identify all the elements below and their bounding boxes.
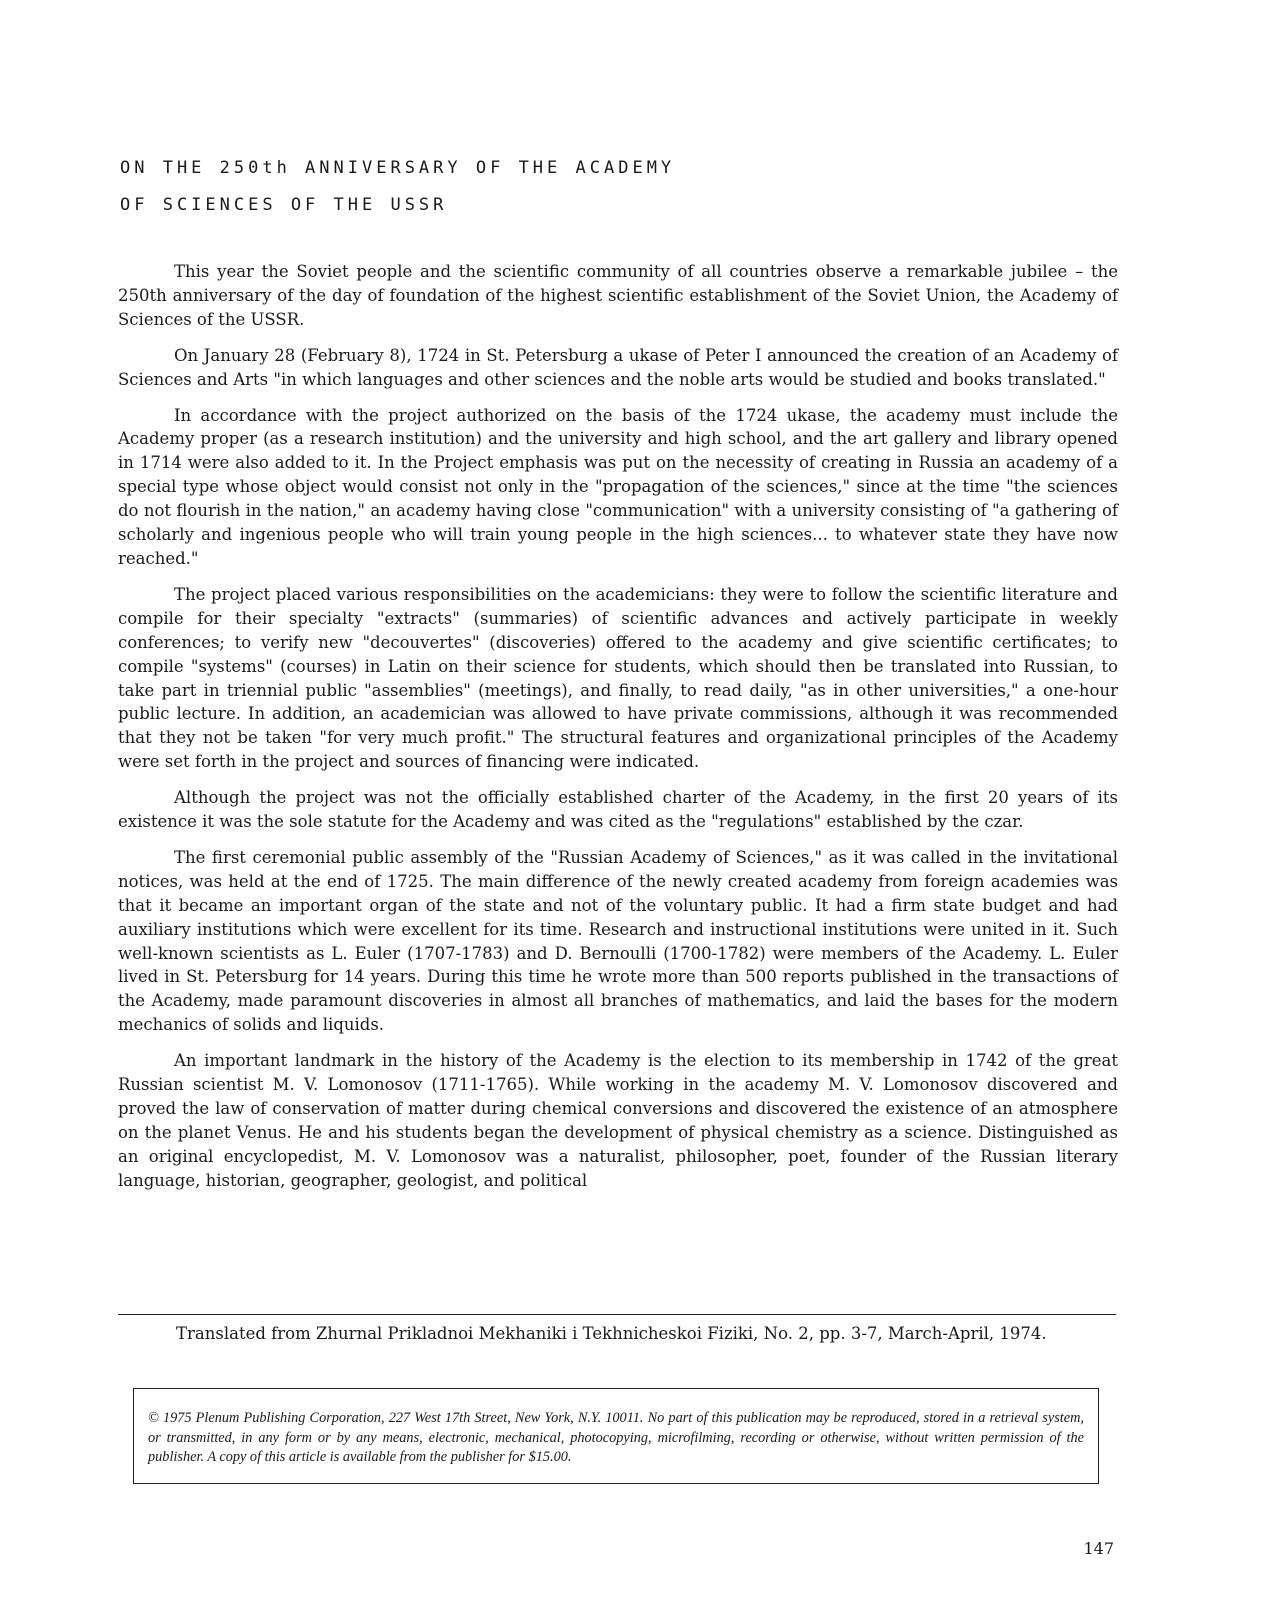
paragraph-2: On January 28 (February 8), 1724 in St. Petersburg a ukase of Peter I announced the creation of an Academy of Sciences and Arts "in which languages and other sciences and the noble arts would be studied and books translated."	[118, 345, 1118, 389]
article-title-line-1: ON THE 250th ANNIVERSARY OF THE ACADEMY	[120, 158, 676, 178]
footnote-divider	[118, 1314, 1116, 1315]
paragraph-7: An important landmark in the history of the Academy is the election to its membership in 1742 of the great Russian scientist M. V. Lomonosov (1711-1765). While working in the academy M. V. Lomonosov discovered and proved the law of conservation of matter during chemical conversions and discovered the existence of an atmosphere on the planet Venus. He and his students began the development of physical chemistry as a science. Distinguished as an original encyclopedist, M. V. Lomonosov was a naturalist, philosopher, poet, founder of the Russian literary language, historian, geographer, geologist, and political	[118, 1051, 1118, 1190]
article-title-line-2: OF SCIENCES OF THE USSR	[120, 195, 448, 215]
paragraph-1: This year the Soviet people and the scientific community of all countries observe a remarkable jubilee – the 250th anniversary of the day of foundation of the highest scientific establishment of the Soviet Union, the Academy of Sciences of the USSR.	[118, 262, 1118, 329]
copyright-notice: © 1975 Plenum Publishing Corporation, 227 West 17th Street, New York, N.Y. 10011. No part of this publication may be reproduced, stored in a retrieval system, or transmitted, in any form or by any means, electronic, mechanical, photocopying, microfilming, recording or otherwise, without written permission of the publisher. A copy of this article is available from the publisher for $15.00.	[148, 1410, 1084, 1465]
page-number: 147	[1083, 1539, 1114, 1558]
paragraph-6: The first ceremonial public assembly of the "Russian Academy of Sciences," as it was called in the invitational notices, was held at the end of 1725. The main difference of the newly created academy from foreign academies was that it became an important organ of the state and not of the voluntary public. It had a firm state budget and had auxiliary institutions which were excellent for its time. Research and instructional institutions were united in it. Such well-known scientists as L. Euler (1707-1783) and D. Bernoulli (1700-1782) were members of the Academy. L. Euler lived in St. Petersburg for 14 years. During this time he wrote more than 500 reports published in the transactions of the Academy, made paramount discoveries in almost all branches of mathematics, and laid the bases for the modern mechanics of solids and liquids.	[118, 847, 1118, 1035]
paragraph-5: Although the project was not the officially established charter of the Academy, in the first 20 years of its existence it was the sole statute for the Academy and was cited as the "regulations" established by the czar.	[118, 788, 1118, 832]
translation-footnote: Translated from Zhurnal Prikladnoi Mekhaniki i Tekhnicheskoi Fiziki, No. 2, pp. 3-7, March-April, 1974.	[176, 1324, 1047, 1343]
copyright-notice-box	[133, 1388, 1099, 1484]
article-body	[118, 260, 1118, 1205]
paragraph-3: In accordance with the project authorized on the basis of the 1724 ukase, the academy must include the Academy proper (as a research institution) and the university and high school, and the art gallery and library opened in 1714 were also added to it. In the Project emphasis was put on the necessity of creating in Russia an academy of a special type whose object would consist not only in the "propagation of the sciences," since at the time "the sciences do not flourish in the nation," an academy having close "communication" with a university consisting of "a gathering of scholarly and ingenious people who will train young people in the high sciences... to whatever state they have now reached."	[118, 405, 1118, 568]
paragraph-4: The project placed various responsibilities on the academicians: they were to follow the scientific literature and compile for their specialty "extracts" (summaries) of scientific advances and actively participate in weekly conferences; to verify new "decouvertes" (discoveries) offered to the academy and give scientific certificates; to compile "systems" (courses) in Latin on their science for students, which should then be translated into Russian, to take part in triennial public "assemblies" (meetings), and finally, to read daily, "as in other universities," a one-hour public lecture. In addition, an academician was allowed to have private commissions, although it was recommended that they not be taken "for very much profit." The structural features and organizational principles of the Academy were set forth in the project and sources of financing were indicated.	[118, 584, 1118, 772]
